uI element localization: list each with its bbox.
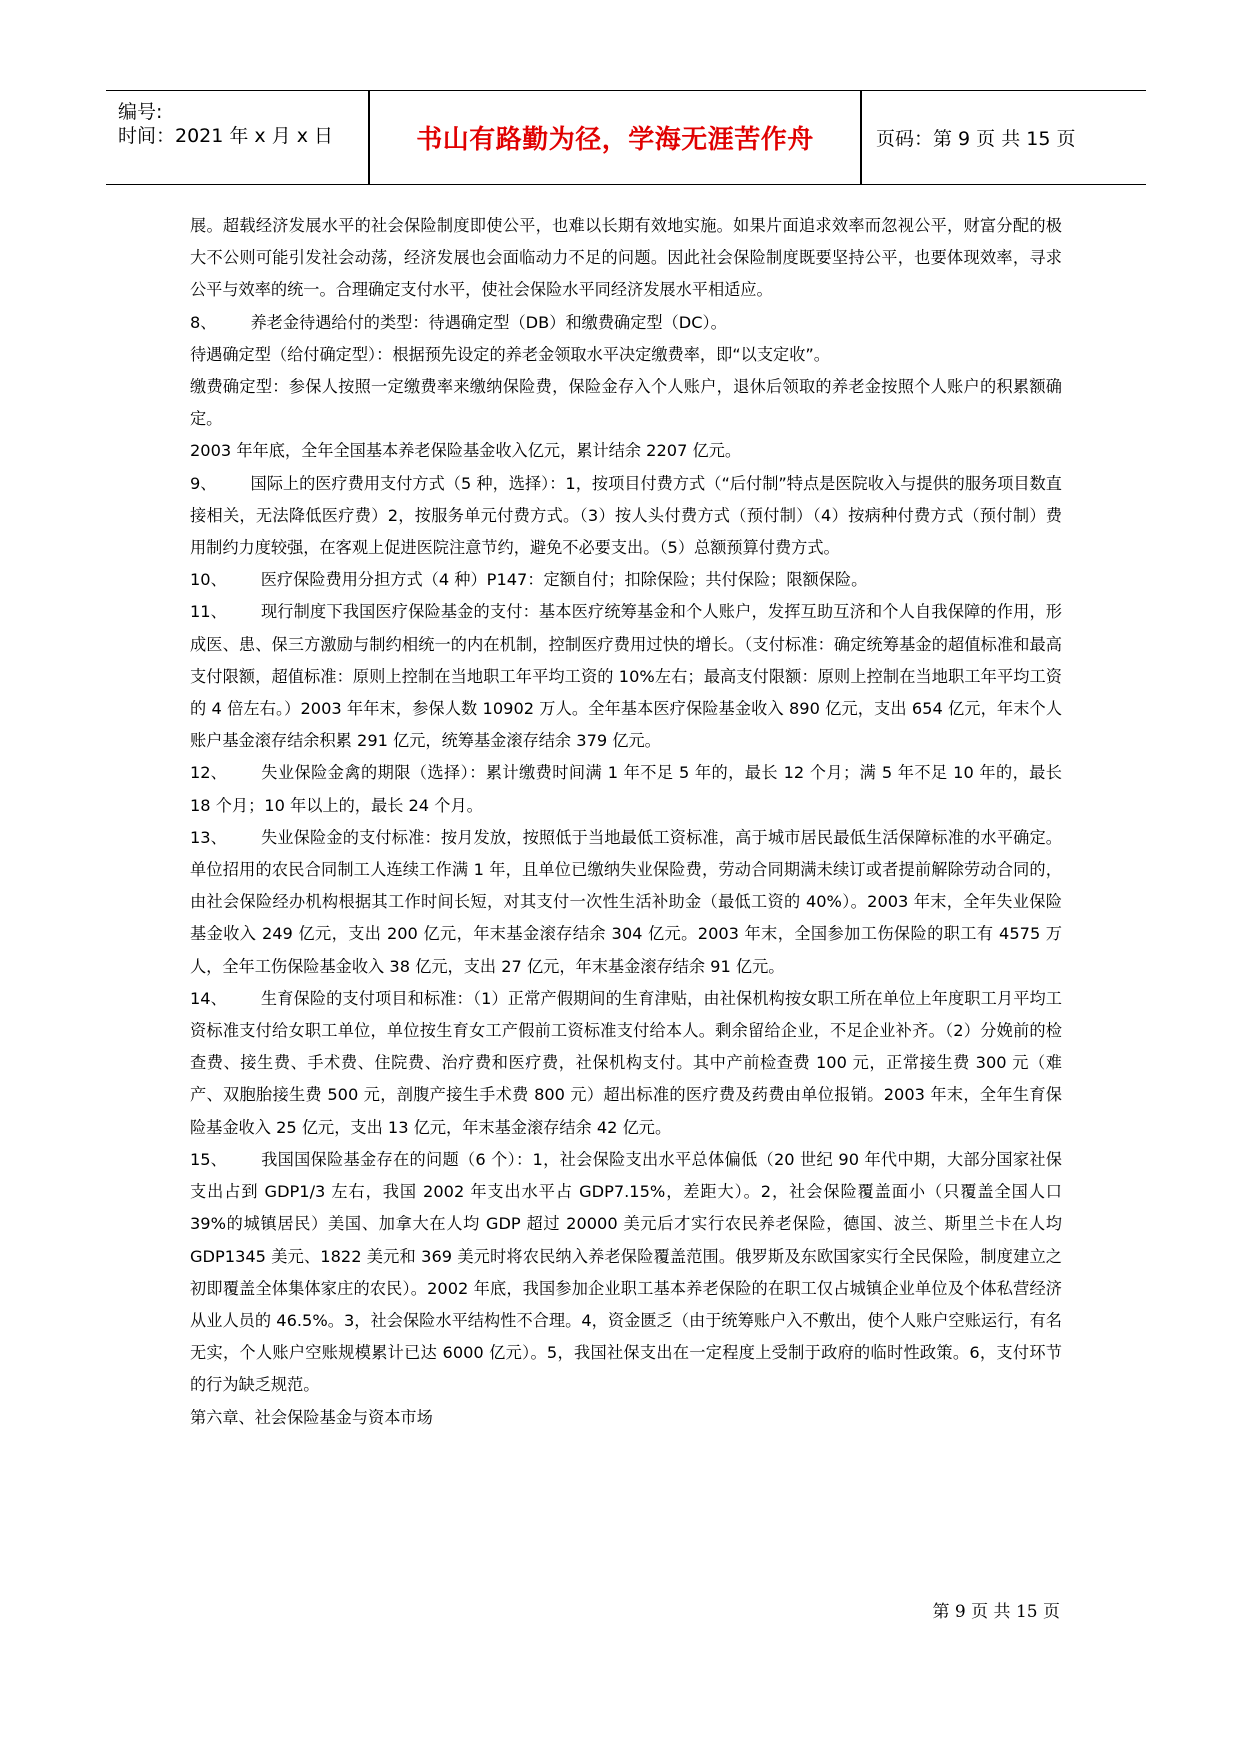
- paragraph-text: 待遇确定型（给付确定型）：根据预先设定的养老金领取水平决定缴费率，即“以支定收”。: [190, 344, 830, 364]
- paragraph: [190, 596, 1062, 757]
- paragraph: [190, 983, 1062, 1144]
- item-number: 9、: [190, 473, 217, 493]
- page-header: [106, 90, 1146, 185]
- item-number: 12、: [190, 763, 227, 783]
- paragraph-text: 失业保险金禽的期限（选择）：累计缴费时间满 1 年不足 5 年的，最长 12 个月；满 5 年不足 10 年的，最长 18 个月；10 年以上的，最长 24 个月。: [190, 763, 1062, 815]
- paragraph: [190, 822, 1062, 983]
- paragraph-text: 第六章、社会保险基金与资本市场: [190, 1407, 433, 1427]
- paragraph-text: 国际上的医疗费用支付方式（5 种，选择）：1，按项目付费方式（“后付制”特点是医院收入与提供的服务项目数直接相关，无法降低医疗费）2，按服务单元付费方式。（3）按人头付费方式（预付制）（4）按病种付费方式（预付制）费用制约力度较强，在客观上促进医院注意节约，避免不必要支出。（5）总额预算付费方式。: [190, 473, 1062, 558]
- paragraph: [190, 757, 1062, 821]
- paragraph: [190, 307, 1062, 339]
- paragraph: [190, 1144, 1062, 1402]
- page-footer: 第 9 页 共 15 页: [932, 1602, 1060, 1622]
- paragraph-text: 养老金待遇给付的类型：待遇确定型（DB）和缴费确定型（DC）。: [250, 312, 727, 332]
- paragraph-text: 展。超载经济发展水平的社会保险制度即使公平，也难以长期有效地实施。如果片面追求效率而忽视公平，财富分配的极大不公则可能引发社会动荡，经济发展也会面临动力不足的问题。因此社会保险制度既要坚持公平，也要体现效率，寻求公平与效率的统一。合理确定支付水平，使社会保险水平同经济发展水平相适应。: [190, 216, 1062, 300]
- paragraph-text: 生育保险的支付项目和标准：（1）正常产假期间的生育津贴，由社保机构按女职工所在单位上年度职工月平均工资标准支付给女职工单位，单位按生育女工产假前工资标准支付给本人。剩余留给企业，不足企业补齐。（2）分娩前的检查费、接生费、手术费、住院费、治疗费和医疗费，社保机构支付。其中产前检查费 100 元，正常接生费 300 元（难产、双胞胎接生费 500 元，剖腹产接生手术费 800 元）超出标准的医疗费及药费由单位报销。2003 年末，全年生育保险基金收入 25 亿元，支出 13 亿元，年末基金滚存结余 42 亿元。: [190, 988, 1062, 1137]
- item-number: 13、: [190, 827, 227, 847]
- header-left-cell: [106, 91, 368, 184]
- paragraph: [190, 564, 1062, 596]
- paragraph-text: 医疗保险费用分担方式（4 种）P147：定额自付；扣除保险；共付保险；限额保险。: [260, 570, 868, 590]
- item-number: 10、: [190, 570, 227, 590]
- item-number: 11、: [190, 602, 227, 622]
- item-number: 15、: [190, 1149, 227, 1169]
- item-number: 8、: [190, 312, 217, 332]
- paragraph-text: 我国国保险基金存在的问题（6 个）：1，社会保险支出水平总体偏低（20 世纪 90 年代中期，大部分国家社保支出占到 GDP1/3 左右，我国 2002 年支出水平占 GDP7.15%，差距大）。2，社会保险覆盖面小（只覆盖全国人口 39%的城镇居民）美国、加拿大在人均 GDP 超过 20000 美元后才实行农民养老保险，德国、波兰、斯里兰卡在人均 GDP1345 美元、1822 美元和 369 美元时将农民纳入养老保险覆盖范围。俄罗斯及东欧国家实行全民保险，制度建立之初即覆盖全体集体家庄的农民）。2002 年底，我国参加企业职工基本养老保险的在职工仅占城镇企业单位及个体私营经济从业人员的 46.5%。3，社会保险水平结构性不合理。4，资金匮乏（由于统筹账户入不敷出，使个人账户空账运行，有名无实，个人账户空账规模累计已达 6000 亿元）。5，我国社保支出在一定程度上受制于政府的临时性政策。6，支付环节的行为缺乏规范。: [190, 1149, 1062, 1395]
- header-page-label: 页码：第 9 页 共 15 页: [876, 128, 1076, 150]
- paragraph-text: 缴费确定型：参保人按照一定缴费率来缴纳保险费，保险金存入个人账户，退休后领取的养老金按照个人账户的积累额确定。: [190, 377, 1062, 429]
- paragraph-text: 现行制度下我国医疗保险基金的支付：基本医疗统筹基金和个人账户，发挥互助互济和个人自我保障的作用，形成医、患、保三方激励与制约相统一的内在机制，控制医疗费用过快的增长。（支付标准：确定统筹基金的超值标准和最高支付限额，超值标准：原则上控制在当地职工年平均工资的 10%左右；最高支付限额：原则上控制在当地职工年平均工资的 4 倍左右。）2003 年年末，参保人数 10902 万人。全年基本医疗保险基金收入 890 亿元，支出 654 亿元，年末个人账户基金滚存结余积累 291 亿元，统筹基金滚存结余 379 亿元。: [190, 602, 1062, 751]
- paragraph-text: 失业保险金的支付标准：按月发放，按照低于当地最低工资标准，高于城市居民最低生活保障标准的水平确定。单位招用的农民合同制工人连续工作满 1 年，且单位已缴纳失业保险费，劳动合同期满未续订或者提前解除劳动合同的，由社会保险经办机构根据其工作时间长短，对其支付一次性生活补助金（最低工资的 40%）。2003 年末，全年失业保险基金收入 249 亿元，支出 200 亿元，年末基金滚存结余 304 亿元。2003 年末，全国参加工伤保险的职工有 4575 万人，全年工伤保险基金收入 38 亿元，支出 27 亿元，年末基金滚存结余 91 亿元。: [190, 827, 1062, 976]
- paragraph: [190, 435, 1062, 467]
- chapter-heading: [190, 1402, 1062, 1434]
- header-right-cell: [862, 91, 1146, 184]
- paragraph: [190, 339, 1062, 371]
- document-number-label: 编号:: [118, 101, 163, 123]
- item-number: 14、: [190, 988, 227, 1008]
- paragraph: [190, 371, 1062, 435]
- paragraph: [190, 468, 1062, 565]
- header-center-cell: [370, 91, 860, 184]
- motto-text: 书山有路勤为径，学海无涯苦作舟: [416, 125, 814, 155]
- date-label: 时间：2021 年 x 月 x 日: [118, 125, 334, 147]
- paragraph-text: 2003 年年底，全年全国基本养老保险基金收入亿元，累计结余 2207 亿元。: [190, 441, 742, 461]
- paragraph: [190, 210, 1062, 307]
- document-body: [190, 210, 1062, 1434]
